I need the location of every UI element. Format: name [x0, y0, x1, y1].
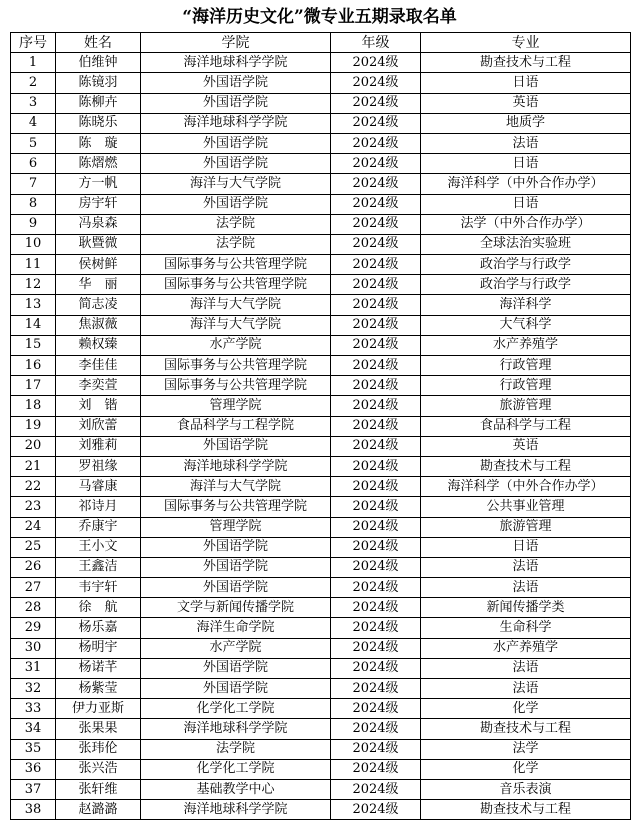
cell-number: 21	[11, 456, 56, 476]
cell-grade: 2024级	[331, 638, 421, 658]
table-row	[11, 53, 631, 73]
table-body	[11, 53, 631, 820]
cell-college: 化学化工学院	[141, 759, 331, 779]
cell-college: 管理学院	[141, 517, 331, 537]
cell-grade: 2024级	[331, 779, 421, 799]
cell-major: 新闻传播学类	[421, 598, 631, 618]
cell-major: 公共事业管理	[421, 497, 631, 517]
table-row	[11, 719, 631, 739]
cell-name: 耿暨微	[56, 234, 141, 254]
cell-name: 王小文	[56, 537, 141, 557]
cell-major: 行政管理	[421, 376, 631, 396]
cell-college: 海洋生命学院	[141, 618, 331, 638]
cell-number: 37	[11, 779, 56, 799]
cell-college: 海洋与大气学院	[141, 295, 331, 315]
cell-major: 勘查技术与工程	[421, 456, 631, 476]
cell-major: 勘查技术与工程	[421, 719, 631, 739]
cell-college: 基础教学中心	[141, 779, 331, 799]
cell-name: 杨明宇	[56, 638, 141, 658]
cell-name: 陈晓乐	[56, 113, 141, 133]
cell-number: 14	[11, 315, 56, 335]
table-row	[11, 699, 631, 719]
cell-number: 23	[11, 497, 56, 517]
cell-grade: 2024级	[331, 93, 421, 113]
cell-college: 国际事务与公共管理学院	[141, 255, 331, 275]
cell-major: 日语	[421, 154, 631, 174]
table-row	[11, 194, 631, 214]
cell-major: 法语	[421, 679, 631, 699]
cell-number: 4	[11, 113, 56, 133]
cell-name: 刘欣蕾	[56, 416, 141, 436]
cell-name: 刘 锴	[56, 396, 141, 416]
cell-name: 房宇轩	[56, 194, 141, 214]
cell-number: 32	[11, 679, 56, 699]
cell-name: 杨乐嘉	[56, 618, 141, 638]
cell-number: 5	[11, 133, 56, 153]
table-row	[11, 598, 631, 618]
cell-college: 文学与新闻传播学院	[141, 598, 331, 618]
cell-number: 22	[11, 477, 56, 497]
cell-name: 张兴浩	[56, 759, 141, 779]
cell-name: 张轩维	[56, 779, 141, 799]
column-header-major: 专业	[421, 33, 631, 53]
cell-major: 海洋科学	[421, 295, 631, 315]
cell-major: 勘查技术与工程	[421, 800, 631, 820]
table-row	[11, 557, 631, 577]
cell-major: 音乐表演	[421, 779, 631, 799]
cell-number: 15	[11, 335, 56, 355]
cell-major: 地质学	[421, 113, 631, 133]
cell-name: 李佳佳	[56, 356, 141, 376]
cell-major: 法语	[421, 658, 631, 678]
cell-name: 赵潞潞	[56, 800, 141, 820]
table-row	[11, 517, 631, 537]
cell-grade: 2024级	[331, 154, 421, 174]
cell-major: 海洋科学（中外合作办学）	[421, 174, 631, 194]
cell-name: 乔康宇	[56, 517, 141, 537]
cell-college: 外国语学院	[141, 133, 331, 153]
cell-major: 政治学与行政学	[421, 275, 631, 295]
cell-name: 王鑫洁	[56, 557, 141, 577]
cell-grade: 2024级	[331, 396, 421, 416]
cell-college: 海洋与大气学院	[141, 174, 331, 194]
cell-number: 20	[11, 436, 56, 456]
cell-number: 8	[11, 194, 56, 214]
cell-college: 海洋与大气学院	[141, 315, 331, 335]
table-row	[11, 295, 631, 315]
cell-name: 焦淑薇	[56, 315, 141, 335]
cell-grade: 2024级	[331, 598, 421, 618]
cell-major: 生命科学	[421, 618, 631, 638]
cell-number: 12	[11, 275, 56, 295]
table-row	[11, 779, 631, 799]
cell-number: 18	[11, 396, 56, 416]
cell-grade: 2024级	[331, 436, 421, 456]
cell-grade: 2024级	[331, 739, 421, 759]
admission-list-table	[10, 32, 631, 820]
table-row	[11, 477, 631, 497]
column-header-name: 姓名	[56, 33, 141, 53]
cell-number: 30	[11, 638, 56, 658]
cell-grade: 2024级	[331, 113, 421, 133]
cell-major: 水产养殖学	[421, 638, 631, 658]
cell-number: 6	[11, 154, 56, 174]
column-header-grade: 年级	[331, 33, 421, 53]
document-title: “海洋历史文化”微专业五期录取名单	[182, 7, 457, 27]
cell-grade: 2024级	[331, 315, 421, 335]
cell-college: 外国语学院	[141, 537, 331, 557]
cell-major: 行政管理	[421, 356, 631, 376]
cell-major: 法语	[421, 578, 631, 598]
cell-grade: 2024级	[331, 517, 421, 537]
cell-college: 国际事务与公共管理学院	[141, 275, 331, 295]
table-row	[11, 133, 631, 153]
table-row	[11, 618, 631, 638]
cell-major: 日语	[421, 194, 631, 214]
table-row	[11, 113, 631, 133]
cell-name: 简志凌	[56, 295, 141, 315]
cell-number: 16	[11, 356, 56, 376]
cell-name: 冯泉森	[56, 214, 141, 234]
cell-grade: 2024级	[331, 73, 421, 93]
cell-number: 25	[11, 537, 56, 557]
cell-major: 法学（中外合作办学）	[421, 214, 631, 234]
cell-name: 张果果	[56, 719, 141, 739]
cell-grade: 2024级	[331, 255, 421, 275]
cell-grade: 2024级	[331, 335, 421, 355]
cell-grade: 2024级	[331, 618, 421, 638]
cell-name: 陈镜羽	[56, 73, 141, 93]
cell-grade: 2024级	[331, 214, 421, 234]
cell-number: 19	[11, 416, 56, 436]
cell-college: 外国语学院	[141, 557, 331, 577]
cell-college: 外国语学院	[141, 73, 331, 93]
cell-major: 旅游管理	[421, 517, 631, 537]
cell-name: 陈柳卉	[56, 93, 141, 113]
cell-grade: 2024级	[331, 356, 421, 376]
cell-college: 海洋地球科学学院	[141, 719, 331, 739]
cell-college: 国际事务与公共管理学院	[141, 356, 331, 376]
table-row	[11, 679, 631, 699]
cell-grade: 2024级	[331, 477, 421, 497]
cell-name: 马睿康	[56, 477, 141, 497]
cell-major: 法学	[421, 739, 631, 759]
cell-name: 杨诺芊	[56, 658, 141, 678]
cell-number: 7	[11, 174, 56, 194]
cell-major: 化学	[421, 699, 631, 719]
cell-college: 水产学院	[141, 335, 331, 355]
cell-college: 外国语学院	[141, 194, 331, 214]
cell-name: 侯树鲜	[56, 255, 141, 275]
cell-grade: 2024级	[331, 456, 421, 476]
cell-number: 10	[11, 234, 56, 254]
cell-major: 旅游管理	[421, 396, 631, 416]
table-row	[11, 436, 631, 456]
cell-college: 海洋地球科学学院	[141, 456, 331, 476]
table-row	[11, 578, 631, 598]
table-row	[11, 234, 631, 254]
cell-major: 海洋科学（中外合作办学）	[421, 477, 631, 497]
cell-grade: 2024级	[331, 376, 421, 396]
cell-college: 海洋地球科学学院	[141, 113, 331, 133]
table-row	[11, 275, 631, 295]
table-row	[11, 456, 631, 476]
cell-name: 杨紫莹	[56, 679, 141, 699]
cell-major: 英语	[421, 436, 631, 456]
cell-major: 日语	[421, 537, 631, 557]
cell-college: 国际事务与公共管理学院	[141, 497, 331, 517]
cell-name: 刘雅莉	[56, 436, 141, 456]
cell-number: 11	[11, 255, 56, 275]
cell-college: 外国语学院	[141, 93, 331, 113]
table-row	[11, 154, 631, 174]
cell-college: 法学院	[141, 234, 331, 254]
cell-major: 法语	[421, 133, 631, 153]
cell-number: 33	[11, 699, 56, 719]
cell-number: 9	[11, 214, 56, 234]
table-row	[11, 537, 631, 557]
cell-major: 日语	[421, 73, 631, 93]
cell-college: 管理学院	[141, 396, 331, 416]
cell-college: 海洋地球科学学院	[141, 800, 331, 820]
cell-number: 27	[11, 578, 56, 598]
cell-college: 化学化工学院	[141, 699, 331, 719]
cell-number: 29	[11, 618, 56, 638]
cell-name: 方一帆	[56, 174, 141, 194]
cell-name: 李奕萱	[56, 376, 141, 396]
table-row	[11, 739, 631, 759]
cell-number: 36	[11, 759, 56, 779]
cell-major: 水产养殖学	[421, 335, 631, 355]
cell-grade: 2024级	[331, 557, 421, 577]
table-row	[11, 315, 631, 335]
cell-number: 35	[11, 739, 56, 759]
cell-number: 13	[11, 295, 56, 315]
cell-name: 张玮伦	[56, 739, 141, 759]
cell-college: 食品科学与工程学院	[141, 416, 331, 436]
cell-major: 化学	[421, 759, 631, 779]
cell-grade: 2024级	[331, 416, 421, 436]
cell-college: 外国语学院	[141, 679, 331, 699]
cell-grade: 2024级	[331, 537, 421, 557]
table-row	[11, 800, 631, 820]
column-header-college: 学院	[141, 33, 331, 53]
cell-name: 伊力亚斯	[56, 699, 141, 719]
cell-name: 徐 航	[56, 598, 141, 618]
cell-name: 伯维钟	[56, 53, 141, 73]
cell-college: 水产学院	[141, 638, 331, 658]
cell-grade: 2024级	[331, 679, 421, 699]
cell-major: 法语	[421, 557, 631, 577]
cell-major: 全球法治实验班	[421, 234, 631, 254]
cell-number: 17	[11, 376, 56, 396]
cell-college: 外国语学院	[141, 436, 331, 456]
table-row	[11, 376, 631, 396]
cell-major: 政治学与行政学	[421, 255, 631, 275]
cell-name: 罗祖缘	[56, 456, 141, 476]
cell-grade: 2024级	[331, 578, 421, 598]
cell-number: 28	[11, 598, 56, 618]
cell-number: 3	[11, 93, 56, 113]
cell-grade: 2024级	[331, 497, 421, 517]
cell-grade: 2024级	[331, 295, 421, 315]
cell-number: 34	[11, 719, 56, 739]
cell-number: 26	[11, 557, 56, 577]
cell-grade: 2024级	[331, 275, 421, 295]
cell-major: 食品科学与工程	[421, 416, 631, 436]
cell-number: 38	[11, 800, 56, 820]
table-header-row	[11, 33, 631, 53]
cell-major: 大气科学	[421, 315, 631, 335]
cell-college: 海洋与大气学院	[141, 477, 331, 497]
table-row	[11, 356, 631, 376]
cell-grade: 2024级	[331, 658, 421, 678]
table-row	[11, 93, 631, 113]
cell-grade: 2024级	[331, 234, 421, 254]
cell-grade: 2024级	[331, 800, 421, 820]
cell-name: 陈 璇	[56, 133, 141, 153]
table-row	[11, 174, 631, 194]
cell-college: 法学院	[141, 739, 331, 759]
table-row	[11, 759, 631, 779]
table-row	[11, 658, 631, 678]
cell-college: 海洋地球科学学院	[141, 53, 331, 73]
table-row	[11, 255, 631, 275]
cell-name: 赖权臻	[56, 335, 141, 355]
cell-name: 华 丽	[56, 275, 141, 295]
cell-grade: 2024级	[331, 133, 421, 153]
cell-grade: 2024级	[331, 719, 421, 739]
cell-grade: 2024级	[331, 699, 421, 719]
table-row	[11, 497, 631, 517]
cell-grade: 2024级	[331, 53, 421, 73]
cell-name: 祁诗月	[56, 497, 141, 517]
table-row	[11, 416, 631, 436]
cell-grade: 2024级	[331, 759, 421, 779]
table-row	[11, 396, 631, 416]
table-row	[11, 73, 631, 93]
cell-major: 勘查技术与工程	[421, 53, 631, 73]
cell-number: 31	[11, 658, 56, 678]
cell-grade: 2024级	[331, 174, 421, 194]
table-row	[11, 638, 631, 658]
cell-number: 24	[11, 517, 56, 537]
cell-college: 法学院	[141, 214, 331, 234]
cell-college: 国际事务与公共管理学院	[141, 376, 331, 396]
cell-college: 外国语学院	[141, 154, 331, 174]
table-row	[11, 335, 631, 355]
cell-number: 2	[11, 73, 56, 93]
cell-number: 1	[11, 53, 56, 73]
cell-grade: 2024级	[331, 194, 421, 214]
cell-major: 英语	[421, 93, 631, 113]
cell-college: 外国语学院	[141, 658, 331, 678]
cell-name: 陈熠燃	[56, 154, 141, 174]
table-row	[11, 214, 631, 234]
column-header-number: 序号	[11, 33, 56, 53]
cell-college: 外国语学院	[141, 578, 331, 598]
cell-name: 韦宇轩	[56, 578, 141, 598]
